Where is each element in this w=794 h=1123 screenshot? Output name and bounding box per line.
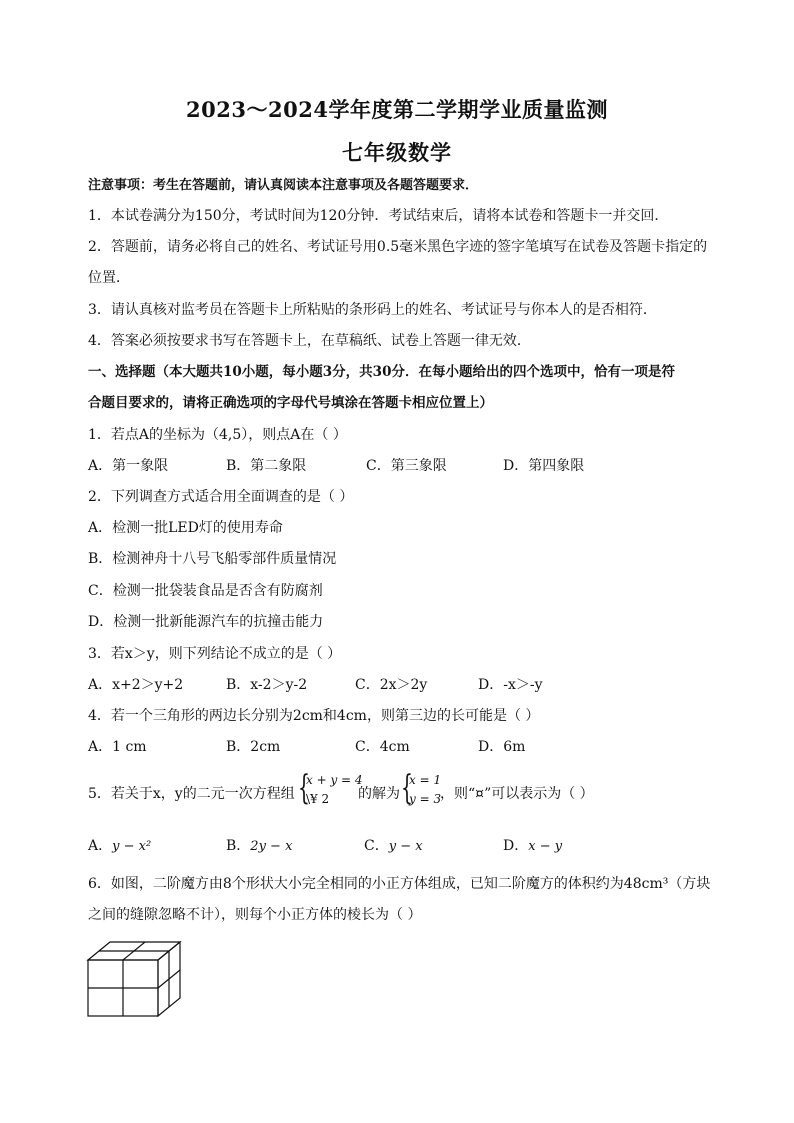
system1-equation2: \¥ 2: [306, 792, 330, 806]
q3-option-d: D．-x＞-y: [478, 677, 543, 693]
question-2-stem: 2．下列调查方式适合用全面调查的是（ ）: [88, 489, 354, 505]
notice-item: 1．本试卷满分为150分，考试时间为120分钟．考试结束后，请将本试卷和答题卡一并交回．: [88, 208, 669, 224]
question-5-stem-b: 的解为: [358, 786, 400, 802]
q5-option-b: [226, 836, 292, 857]
q2-option-d: D．检测一批新能源汽车的抗撞击能力: [88, 614, 324, 630]
system1-equation1: x + y = 4: [306, 773, 363, 787]
q1-option-b: B．第二象限: [226, 458, 307, 474]
question-6-line1: 6．如图，二阶魔方由8个形状大小完全相同的小正方体组成，已知二阶魔方的体积约为48cm³（方块: [88, 876, 711, 892]
q2-option-a: A．检测一批LED灯的使用寿命: [88, 520, 283, 536]
option-expression: 2y − x: [250, 839, 293, 854]
q4-option-c: C．4cm: [355, 739, 410, 755]
q5-option-c: [364, 836, 423, 857]
q3-option-a: A．x+2＞y+2: [88, 677, 184, 693]
q4-option-b: B．2cm: [226, 739, 281, 755]
option-label: C．: [364, 838, 389, 854]
q2-option-b: B．检测神舟十八号飞船零部件质量情况: [88, 551, 337, 567]
notice-item: 3．请认真核对监考员在答题卡上所粘贴的条形码上的姓名、考试证号与你本人的是否相符．: [88, 302, 657, 318]
left-brace-icon: {: [401, 768, 413, 808]
question-6-line2: 之间的缝隙忽略不计），则每个小正方体的棱长为（ ）: [88, 907, 422, 923]
question-4-stem: 4．若一个三角形的两边长分别为2cm和4cm，则第三边的长可能是（ ）: [88, 708, 540, 724]
q3-option-c: C．2x＞2y: [355, 677, 428, 693]
q4-option-d: D．6m: [478, 739, 526, 755]
section-heading-cont: 合题目要求的，请将正确选项的字母代号填涂在答题卡相应位置上）: [88, 395, 493, 411]
option-label: D．: [503, 838, 529, 854]
notice-item: 2．答题前，请务必将自己的姓名、考试证号用0.5毫米黑色字迹的签字笔填写在试卷及答题卡指定的: [88, 239, 708, 255]
question-3-stem: 3．若x＞y，则下列结论不成立的是（ ）: [88, 646, 342, 662]
system2-equation2: y = 3: [409, 792, 442, 806]
question-5-stem-c: ，则“¤”可以表示为（ ）: [440, 786, 594, 802]
option-expression: y − x: [388, 839, 423, 854]
question-5-stem-a: 5．若关于x，y的二元一次方程组: [88, 786, 295, 802]
q1-option-d: D．第四象限: [503, 458, 585, 474]
system2-equation1: x = 1: [409, 773, 442, 787]
q1-option-c: C．第三象限: [366, 458, 447, 474]
exam-subtitle: 七年级数学: [342, 140, 452, 165]
option-label: A．: [88, 838, 113, 854]
exam-title: 2023～2024学年度第二学期学业质量监测: [186, 97, 608, 122]
option-expression: y − x²: [112, 839, 152, 854]
q5-option-a: [88, 836, 151, 857]
notice-heading: 注意事项：考生在答题前，请认真阅读本注意事项及各题答题要求．: [88, 178, 479, 193]
question-1-stem: 1．若点A的坐标为（4,5），则点A在（ ）: [88, 427, 347, 443]
rubiks-cube-figure: [86, 938, 186, 1018]
option-expression: x − y: [528, 839, 563, 854]
notice-item: 4．答案必须按要求书写在答题卡上，在草稿纸、试卷上答题一律无效．: [88, 333, 531, 349]
q4-option-a: A．1 cm: [88, 739, 147, 755]
notice-item: 位置．: [88, 270, 130, 286]
q2-option-c: C．检测一批袋装食品是否含有防腐剂: [88, 583, 323, 599]
section-heading: 一、选择题（本大题共10小题，每小题3分，共30分．在每小题给出的四个选项中，恰有一项是符: [88, 364, 675, 380]
left-brace-icon: {: [298, 768, 310, 808]
q5-option-d: [503, 836, 562, 857]
q3-option-b: B．x-2＞y-2: [226, 677, 308, 693]
q1-option-a: A．第一象限: [88, 458, 169, 474]
option-label: B．: [226, 838, 251, 854]
